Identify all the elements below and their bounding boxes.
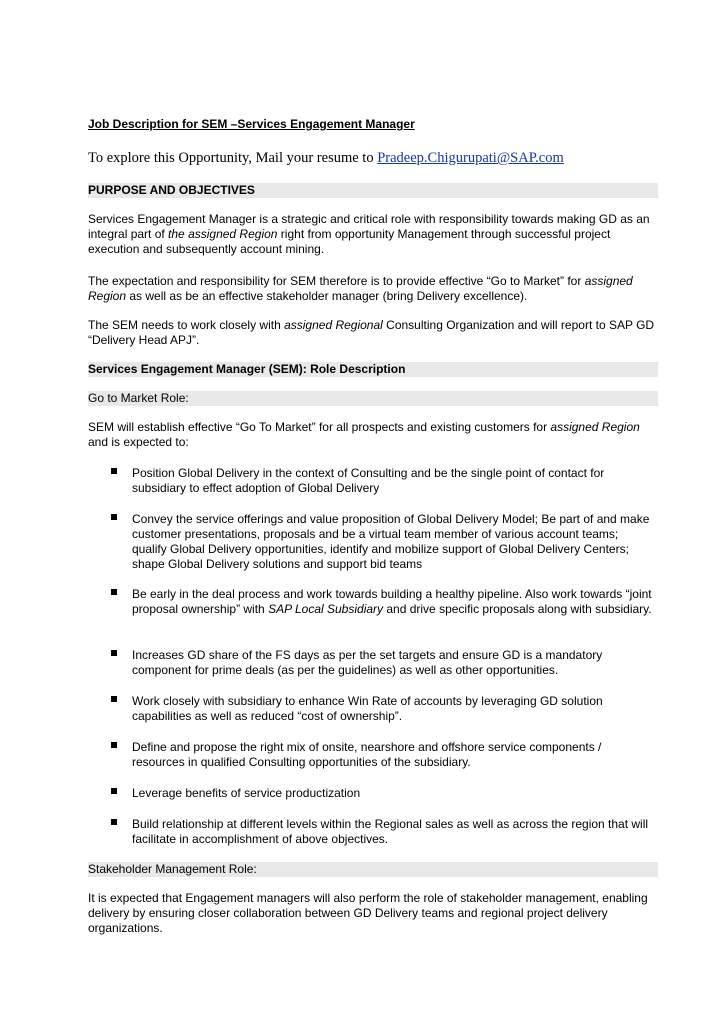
p1-text-italic: the assigned Region [168,227,278,241]
p3-text-a: The SEM needs to work closely with [88,318,285,332]
square-bullet-icon [111,742,117,748]
email-link[interactable]: Pradeep.Chigurupati@SAP.com [377,150,564,166]
list-item-text [132,648,652,678]
p2-text-italic: assigned Region [88,274,633,303]
p4-text-italic: assigned Region [550,420,640,434]
purpose-paragraph [88,212,658,257]
bullet-text-a: Be early in the deal process and work towards building a healthy pipeline. Also work towards “joint proposal ownership” with [132,587,652,616]
bullet-text-a: Leverage benefits of service productization [132,786,361,800]
square-bullet-icon [111,819,117,825]
bullet-text-a: Convey the service offerings and value proposition of Global Delivery Model; Be part of and make customer presentations, proposals and be a virtual team member of various account teams; qualify Global Delivery opportunities, identify and mobilize support of Global Delivery Centers; shape Global Delivery solutions and support bid teams [132,512,650,571]
list-item-text [132,512,652,572]
list-item-text [132,740,652,770]
list-item-text [132,786,652,801]
bullet-text-a: Work closely with subsidiary to enhance Win Rate of accounts by leveraging GD solution capabilities as well as reduced “cost of ownership”. [132,694,603,723]
document-title: Job Description for SEM –Services Engagement Manager [88,117,415,131]
square-bullet-icon [111,468,117,474]
p1-text-a: Services Engagement Manager is a strategic and critical role with responsibility towards making GD as an integral part of [88,212,650,241]
p3-text-italic: assigned Regional [284,318,383,332]
gtm-intro-paragraph [88,420,658,450]
reporting-paragraph [88,318,658,348]
bullet-text-a: Position Global Delivery in the context of Consulting and be the single point of contact for subsidiary to effect adoption of Global Delivery [132,466,605,495]
expectation-paragraph [88,274,658,304]
bullet-text-a: Increases GD share of the FS days as per the set targets and ensure GD is a mandatory component for prime deals (as per the guidelines) as well as other opportunities. [132,648,603,677]
bullet-text-a: Build relationship at different levels within the Regional sales as well as across the region that will facilitate in accomplishment of above objectives. [132,817,649,846]
mail-line [88,150,564,167]
list-item-text [132,587,652,617]
mail-prefix: To explore this Opportunity, Mail your resume to [88,150,378,166]
purpose-heading: PURPOSE AND OBJECTIVES [88,183,658,198]
bullet-text-a: Define and propose the right mix of onsite, nearshore and offshore service components / resources in qualified Consulting opportunities of the subsidiary. [132,740,602,769]
role-heading: Services Engagement Manager (SEM): Role Description [88,362,658,377]
p4-text-a: SEM will establish effective “Go To Market” for all prospects and existing customers for [88,420,551,434]
square-bullet-icon [111,514,117,520]
square-bullet-icon [111,788,117,794]
stakeholder-heading: Stakeholder Management Role: [88,862,658,877]
p2-text-a: The expectation and responsibility for SEM therefore is to provide effective “Go to Market” for [88,274,585,288]
p4-text-b: and is expected to: [88,435,189,449]
p3-text-b: Consulting Organization and will report to SAP GD “Delivery Head APJ”. [88,318,655,347]
p2-text-b: as well as be an effective stakeholder manager (bring Delivery excellence). [126,289,528,303]
square-bullet-icon [111,650,117,656]
stakeholder-paragraph: It is expected that Engagement managers will also perform the role of stakeholder management, enabling delivery by ensuring closer collaboration between GD Delivery teams and regional project delivery organizations. [88,891,648,935]
square-bullet-icon [111,696,117,702]
square-bullet-icon [111,589,117,595]
bullet-text-b: and drive specific proposals along with subsidiary. [383,602,652,616]
list-item-text [132,466,652,496]
list-item-text [132,817,652,847]
p1-text-b: right from opportunity Management through successful project execution and subsequently account mining. [88,227,611,256]
list-item-text [132,694,652,724]
gtm-heading: Go to Market Role: [88,391,658,406]
bullet-text-italic: SAP Local Subsidiary [268,602,384,616]
